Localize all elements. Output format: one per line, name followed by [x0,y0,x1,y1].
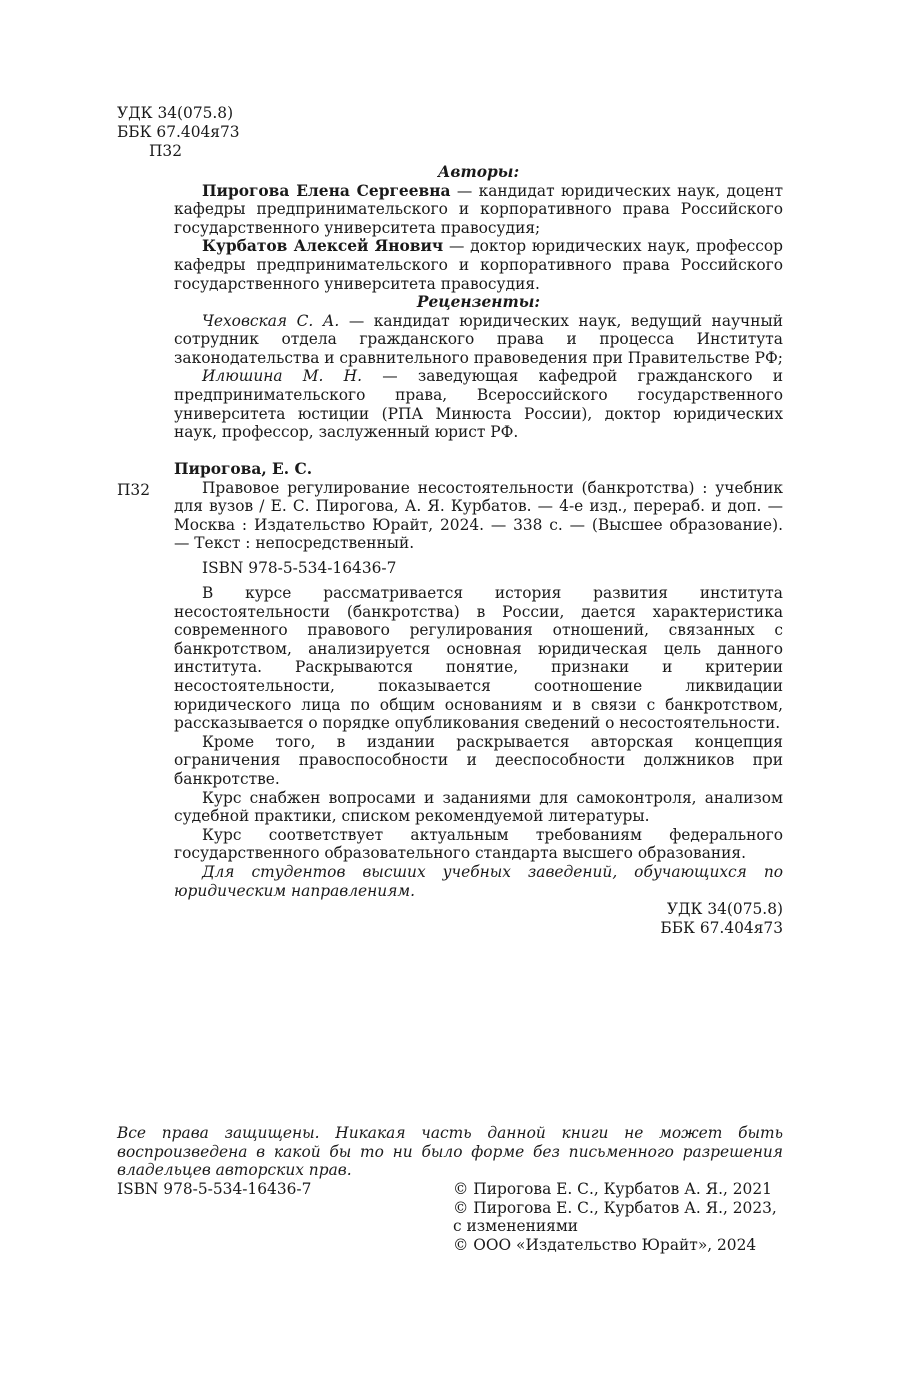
annotation-paragraph: В курсе рассматривается история развития института несостоятельности (банкротства) в России, дается характеристика современного правового регулирования отношений, связанных с банкротством, анализируется основная юридическая цель данного института. Раскрываются понятие, признаки и критерии несостоятельности, показывается соотношение ликвидации юридического лица по общим основаниям и в связи с банкротством, рассказывается о порядке опубликования сведений о несостоятельности. [174,584,783,733]
catalog-author: Пирогова, Е. С. [174,460,313,478]
copyright-line: © Пирогова Е. С., Курбатов А. Я., 2023, [453,1198,777,1217]
reviewer-name: Чеховская С. А. [202,311,340,330]
author-description: — кандидат юридических наук, доцент кафедры предпринимательского и корпоративного права Российского государственного университета правосудия; [174,181,784,237]
reviewer-description: — заведующая кафедрой гражданского и предпринимательского права, Всероссийского государственного университета юстиции (РПА Минюста России), доктор юридических наук, профессор, заслуженный юрист РФ. [174,367,783,442]
author-entry [174,237,783,293]
annotation-audience: Для студентов высших учебных заведений, обучающихся по юридическим направлениям. [174,862,783,900]
annotation-paragraph: Кроме того, в издании раскрывается авторская концепция ограничения правоспособности и дееспособности должников при банкротстве. [174,732,783,788]
author-entry [174,182,783,238]
annotation-paragraph: Курс соответствует актуальным требованиям федерального государственного образовательного стандарта высшего образования. [174,825,783,863]
reviewers-heading: Рецензенты: [416,293,541,311]
authors-heading: Авторы: [437,163,520,181]
catalog-description: Правовое регулирование несостоятельности (банкротства) : учебник для вузов / Е. С. Пирогова, А. Я. Курбатов. — 4-е изд., перераб. и доп. — Москва : Издательство Юрайт, 2024. — 338 с. — (Высшее образование). — Текст : непосредственный. [174,478,783,553]
reviewer-entry [174,312,783,368]
catalog-record [174,460,783,578]
annotation-paragraph: Курс снабжен вопросами и заданиями для самоконтроля, анализом судебной практики, списком рекомендуемой литературы. [174,788,783,826]
udk-code-top: УДК 34(075.8) [117,104,234,122]
author-name: Пирогова Елена Сергеевна [202,181,451,200]
author-description: — доктор юридических наук, профессор кафедры предпринимательского и корпоративного права Российского государственного университета правосудия. [174,237,783,293]
annotation-section [174,584,783,937]
copyright-block [453,1180,783,1254]
copyright-line: © Пирогова Е. С., Курбатов А. Я., 2021 [453,1180,772,1198]
catalog-isbn: ISBN 978-5-534-16436-7 [202,558,397,577]
author-name: Курбатов Алексей Янович [202,237,444,256]
author-mark-top: П32 [149,142,183,160]
bbk-code-bottom: ББК 67.404я73 [660,918,783,937]
catalog-author-mark: П32 [117,481,151,499]
rights-notice: Все права защищены. Никакая часть данной книги не может быть воспроизведена в какой бы то ни было форме без письменного разрешения владельцев авторских прав. [117,1124,783,1180]
reviewer-entry [174,367,783,441]
footer-isbn: ISBN 978-5-534-16436-7 [117,1180,312,1198]
reviewer-description: — кандидат юридических наук, ведущий научный сотрудник отдела гражданского права и процесса Института законодательства и сравнительного правоведения при Правительстве РФ; [174,311,783,367]
copyright-line: © ООО «Издательство Юрайт», 2024 [453,1235,757,1254]
udk-code-bottom: УДК 34(075.8) [666,900,783,919]
bbk-code-top: ББК 67.404я73 [117,123,240,141]
copyright-line: с изменениями [453,1217,579,1236]
reviewers-section [174,293,783,442]
reviewer-name: Илюшина М. Н. [202,367,362,386]
authors-section [174,163,783,293]
